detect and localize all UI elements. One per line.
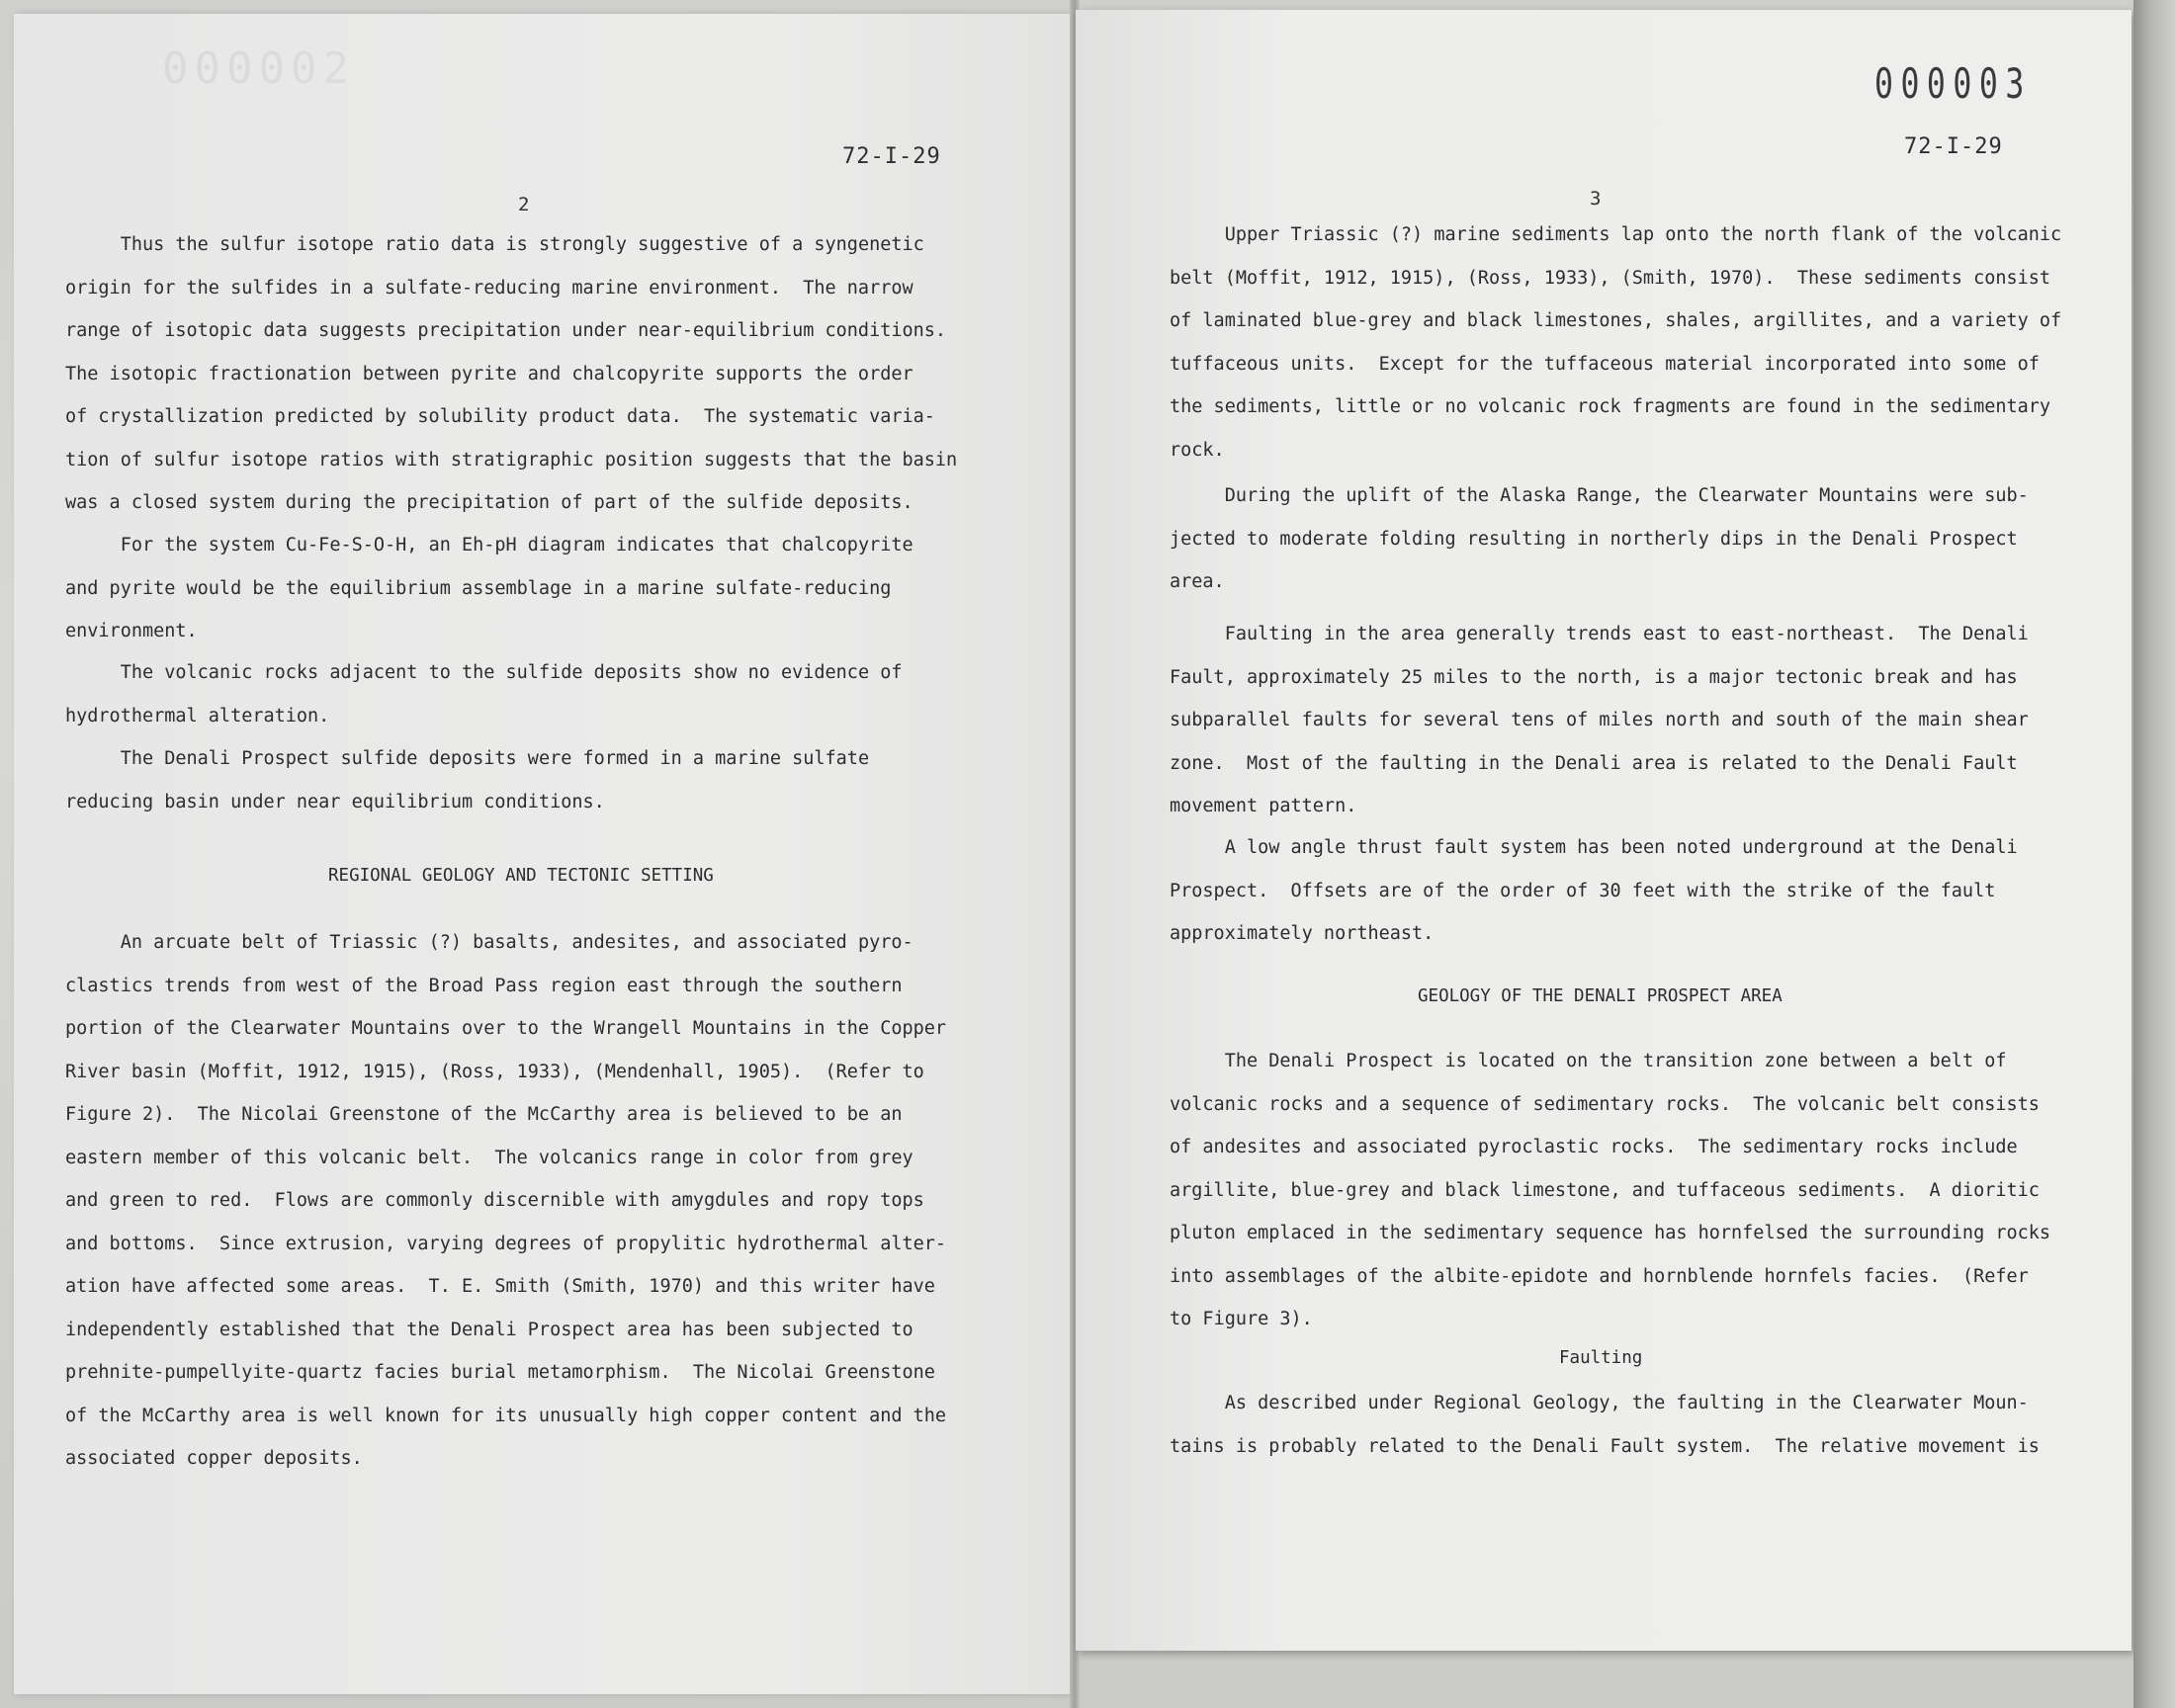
paragraph: The Denali Prospect sulfide deposits were formed in a marine sulfate reducing basin under near equilibrium conditions. bbox=[65, 748, 870, 812]
paragraph: Upper Triassic (?) marine sediments lap onto the north flank of the volcanic belt (Moffit, 1912, 1915), (Ross, 1933), (Smith, 1970). These sediments consist of laminated blue-grey and black limestones, shales, argillites, and a variety of tuffaceous units. Except for the tuffaceous material incorporated into some of the sediments, little or no volcanic rock fragments are found in the sedimentary rock. bbox=[1170, 224, 2062, 461]
bleed-through-mark: 000002 bbox=[162, 43, 355, 94]
paragraph: An arcuate belt of Triassic (?) basalts, andesites, and associated pyro- clastics trends from west of the Broad Pass region east through the southern portion of the Clearwater Mountains over to the Wrangell Mountains in the Copper River basin (Moffit, 1912, 1915), (Ross, 1933), (Mendenhall, 1905). (Refer to Figure 2). The Nicolai Greenstone of the McCarthy area is believed to be an eastern member of this volcanic belt. The volcanics range in color from grey and green to red. Flows are commonly discernible with amygdules and ropy tops and bottoms. Since extrusion, varying degrees of propylitic hydrothermal alter- ation have affected some areas. T. E. Smith (Smith, 1970) and this writer have independently established that the Denali Prospect area has been subjected to prehnite-pumpellyite-quartz facies burial metamorphism. The Nicolai Greenstone of the McCarthy area is well known for its unusually high copper content and the associated copper deposits. bbox=[65, 932, 947, 1469]
subheading: Faulting bbox=[1559, 1348, 1643, 1368]
section-heading: GEOLOGY OF THE DENALI PROSPECT AREA bbox=[1418, 986, 1783, 1006]
paragraph: During the uplift of the Alaska Range, the Clearwater Mountains were sub- jected to moderate folding resulting in northerly dips in the Denali Prospect area. bbox=[1170, 485, 2029, 592]
section-heading: REGIONAL GEOLOGY AND TECTONIC SETTING bbox=[328, 866, 714, 886]
scanner-edge bbox=[2133, 0, 2175, 1708]
page-number: 3 bbox=[1590, 188, 1602, 210]
right-page bbox=[1076, 10, 2132, 1651]
paragraph: Faulting in the area generally trends east to east-northeast. The Denali Fault, approximately 25 miles to the north, is a major tectonic break and has subparallel faults for several tens of miles north and south of the main shear zone. Most of the faulting in the Denali area is related to the Denali Fault movement pattern. bbox=[1170, 624, 2029, 816]
paragraph: The volcanic rocks adjacent to the sulfide deposits show no evidence of hydrothermal alteration. bbox=[65, 662, 903, 726]
document-id: 72-I-29 bbox=[842, 144, 941, 169]
document-id: 72-I-29 bbox=[1904, 134, 2003, 159]
paragraph: The Denali Prospect is located on the transition zone between a belt of volcanic rocks and a sequence of sedimentary rocks. The volcanic belt consists of andesites and associated pyroclastic rocks. The sedimentary rocks include argillite, blue-grey and black limestone, and tuffaceous sediments. A dioritic pluton emplaced in the sedimentary sequence has hornfelsed the surrounding rocks into assemblages of the albite-epidote and hornblende hornfels facies. (Refer to Figure 3). bbox=[1170, 1051, 2051, 1329]
page-number: 2 bbox=[518, 194, 530, 215]
paragraph: As described under Regional Geology, the faulting in the Clearwater Moun- tains is probably related to the Denali Fault system. The relative movement is bbox=[1170, 1393, 2040, 1457]
page-stamp: 000003 bbox=[1874, 59, 2032, 108]
paragraph: Thus the sulfur isotope ratio data is strongly suggestive of a syngenetic origin for the sulfides in a sulfate-reducing marine environment. The narrow range of isotopic data suggests precipitation under near-equilibrium conditions. The isotopic fractionation between pyrite and chalcopyrite supports the order of crystallization predicted by solubility product data. The systematic varia- tion of sulfur isotope ratios with stratigraphic position suggests that the basin was a closed system during the precipitation of part of the sulfide deposits. bbox=[65, 234, 958, 513]
paragraph: A low angle thrust fault system has been noted underground at the Denali Prospect. Offsets are of the order of 30 feet with the strike of the fault approximately northeast. bbox=[1170, 837, 2018, 944]
paragraph: For the system Cu-Fe-S-O-H, an Eh-pH diagram indicates that chalcopyrite and pyrite would be the equilibrium assemblage in a marine sulfate-reducing environment. bbox=[65, 535, 914, 641]
left-page bbox=[14, 14, 1074, 1694]
